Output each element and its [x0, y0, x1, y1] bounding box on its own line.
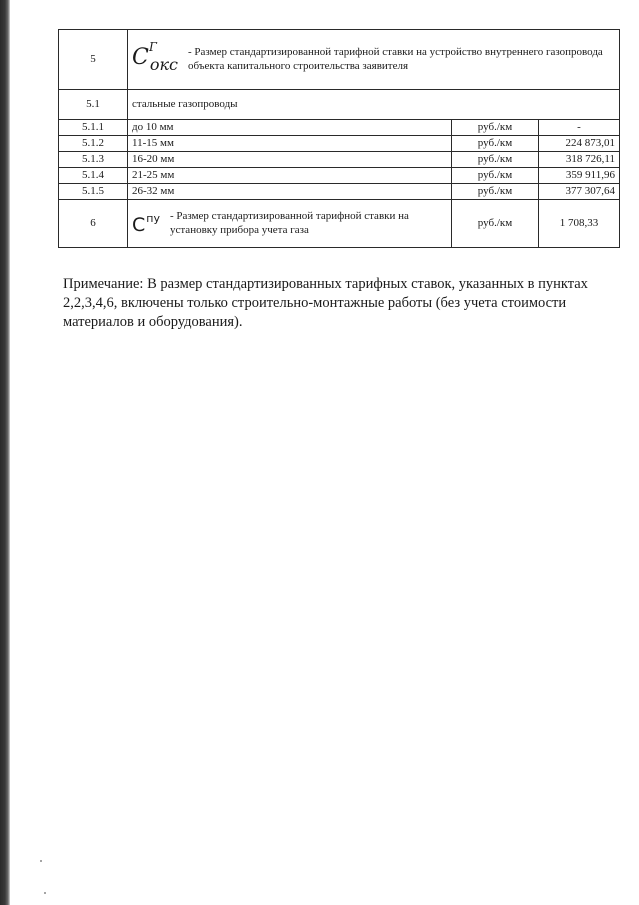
row-label: 26-32 мм: [128, 184, 452, 200]
table-row: [59, 184, 620, 200]
tariff-symbol-c-pu: $С^{пу}$: [132, 211, 160, 236]
row-value: 359 911,96: [539, 168, 620, 184]
row-label: 11-15 мм: [128, 136, 452, 152]
row-unit: руб./км: [452, 168, 539, 184]
scan-edge: [0, 0, 10, 905]
row-unit: руб./км: [452, 152, 539, 168]
row-number: 5.1.4: [59, 168, 128, 184]
row-description-cell: [128, 30, 620, 90]
row-number: 5.1.2: [59, 136, 128, 152]
row-unit: руб./км: [452, 184, 539, 200]
row-unit: руб./км: [452, 200, 539, 248]
row-value: -: [539, 120, 620, 136]
table-row-5: [59, 30, 620, 90]
row-value: 224 873,01: [539, 136, 620, 152]
row-value: 318 726,11: [539, 152, 620, 168]
footnote-text: Примечание: В размер стандартизированных тарифных ставок, указанных в пунктах 2,2,3,4,6, включены только строительно-монтажные работы (без учета стоимости материалов и оборудования).: [63, 276, 588, 331]
scan-speck: [44, 892, 46, 894]
row-number: 5.1.5: [59, 184, 128, 200]
row-label: 21-25 мм: [128, 168, 452, 184]
table-row: [59, 168, 620, 184]
row-number: 5.1.3: [59, 152, 128, 168]
row-number: 6: [59, 200, 128, 248]
row-number: 5: [59, 30, 128, 90]
row-value: 377 307,64: [539, 184, 620, 200]
row-unit: руб./км: [452, 136, 539, 152]
row-label: 16-20 мм: [128, 152, 452, 168]
row-number: 5.1.1: [59, 120, 128, 136]
row-description-cell: [128, 200, 452, 248]
row-value: 1 708,33: [539, 200, 620, 248]
scan-speck: [40, 860, 42, 862]
table-row: [59, 120, 620, 136]
row-unit: руб./км: [452, 120, 539, 136]
row-description: - Размер стандартизированной тарифной ставки на устройство внутреннего газопровода объекта капитального строительства заявителя: [188, 45, 603, 72]
table-row-6: [59, 200, 620, 248]
row-label: до 10 мм: [128, 120, 452, 136]
tariff-symbol-c-oks: C Г окс: [132, 39, 178, 74]
table-row-5-1: [59, 90, 620, 120]
table-row: [59, 152, 620, 168]
row-description: - Размер стандартизированной тарифной ставки на установку прибора учета газа: [169, 209, 409, 236]
row-number: 5.1: [59, 90, 128, 120]
table-row: [59, 136, 620, 152]
row-label: стальные газопроводы: [128, 90, 620, 120]
tariff-table: [58, 29, 620, 248]
